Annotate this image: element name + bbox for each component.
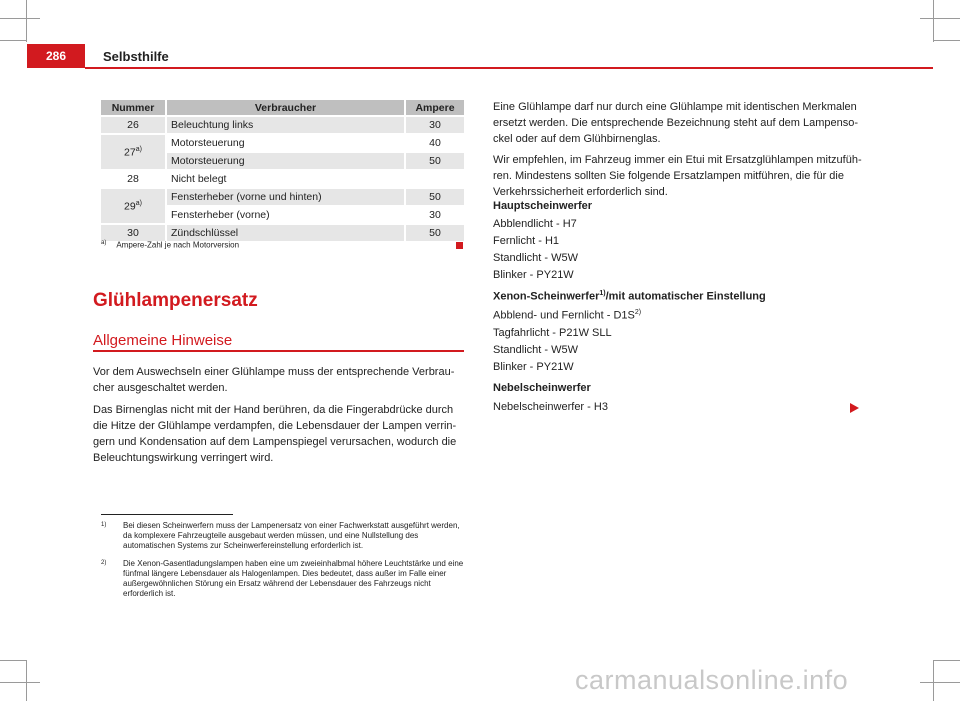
cell-verbraucher: Fensterheber (vorne und hinten) <box>167 187 406 205</box>
table-footnote <box>101 240 239 250</box>
table-row <box>101 169 464 187</box>
table-row <box>101 133 464 151</box>
cell-verbraucher: Fensterheber (vorne) <box>167 205 406 223</box>
end-of-section-marker <box>456 242 463 249</box>
crop-mark <box>934 660 960 661</box>
cell-nummer: 28 <box>101 169 167 187</box>
paragraph: Eine Glühlampe darf nur durch eine Glühlampe mit identischen Merkmalen ersetzt werden. Die entsprechende Bezeichnung steht auf dem Lampensockel oder auf dem Glühbirnenglas. <box>493 101 859 145</box>
footnote-ref: 1) <box>599 290 606 297</box>
footnote-text: Die Xenon-Gasentladungslampen haben eine um zweieinhalbmal höhere Leuchtstärke und eine fünfmal längere Lebensdauer als Halogenlampen. Dies bedeutet, dass außer im Falle einer außergewöhnlichen Störung ein Ersatz während der Lebensdauer des Fahrzeugs nicht erforderlich ist. <box>123 559 464 598</box>
continue-arrow-icon <box>850 403 859 413</box>
cell-verbraucher: Zündschlüssel <box>167 223 406 241</box>
footnote-ref: 2) <box>634 309 642 316</box>
crop-mark <box>920 682 960 683</box>
lamp-item: Abblendlicht - H7 <box>493 218 577 230</box>
crop-mark <box>0 682 40 683</box>
cell-ampere: 40 <box>406 133 464 151</box>
watermark: carmanualsonline.info <box>575 665 849 695</box>
table-row <box>101 115 464 133</box>
column-header-verbraucher: Verbraucher <box>167 100 406 115</box>
footnote <box>101 521 466 551</box>
lamp-item: Blinker - PY21W <box>493 361 574 373</box>
cell-nummer <box>101 133 167 169</box>
subheading-hauptscheinwerfer: Hauptscheinwerfer <box>493 200 593 212</box>
cell-nummer <box>101 187 167 223</box>
crop-mark <box>933 660 934 701</box>
section-subtitle: Allgemeine Hinweise <box>93 332 233 349</box>
crop-mark <box>26 660 27 701</box>
footnote-text: Bei diesen Scheinwerfern muss der Lampenersatz von einer Fachwerkstatt ausgeführt werden, da komplexere Fahrzeugteile ausgebaut werden müssen, und eine Nullstellung des automatischen Systems zur Scheinwerfereinstellung erforderlich ist. <box>123 521 460 550</box>
cell-ampere: 50 <box>406 151 464 169</box>
page-number: 286 <box>27 44 85 68</box>
crop-mark <box>0 660 26 661</box>
crop-mark <box>26 0 27 42</box>
cell-ampere: 50 <box>406 187 464 205</box>
section-title: Glühlampenersatz <box>93 290 258 311</box>
lamp-item: Tagfahrlicht - P21W SLL <box>493 327 612 339</box>
lamp-item: Fernlicht - H1 <box>493 235 560 247</box>
cell-verbraucher: Motorsteuerung <box>167 133 406 151</box>
crop-mark <box>920 18 960 19</box>
footnote-mark: a) <box>135 199 142 207</box>
crop-mark <box>0 40 26 41</box>
subtitle-rule <box>93 350 464 352</box>
footnote-rule <box>101 514 233 515</box>
table-footnote-mark: a) <box>101 240 107 246</box>
cell-nummer: 26 <box>101 115 167 133</box>
subheading-nebelscheinwerfer: Nebelscheinwerfer <box>493 382 591 394</box>
table-footnote-text: Ampere-Zahl je nach Motorversion <box>116 240 240 250</box>
lamp-item: Nebelscheinwerfer - H3 <box>493 401 608 413</box>
subheading-xenon <box>493 290 766 303</box>
table-header-row <box>101 100 464 115</box>
paragraph: Vor dem Auswechseln einer Glühlampe muss der entsprechende Verbraucher ausgeschaltet werden. <box>93 366 455 394</box>
paragraph: Das Birnenglas nicht mit der Hand berühren, da die Fingerabdrücke durch die Hitze der Glühlampe verdampfen, die Lebensdauer der Lampen verringern und Kondensation auf dem Lampenspiegel verursachen, wodurch die Beleuchtungswirkung verringert wird. <box>93 404 457 464</box>
column-header-nummer: Nummer <box>101 100 167 115</box>
crop-mark <box>934 40 960 41</box>
chapter-title: Selbsthilfe <box>103 49 169 64</box>
lamp-item: Standlicht - W5W <box>493 344 578 356</box>
column-header-ampere: Ampere <box>406 100 464 115</box>
cell-nummer-value: 27 <box>124 146 136 159</box>
xenon-heading-text: Xenon-Scheinwerfer <box>493 290 600 303</box>
paragraph: Wir empfehlen, im Fahrzeug immer ein Etui mit Ersatzglühlampen mitzuführen. Mindestens sollten Sie folgende Ersatzlampen mitführen, die für die Verkehrssicherheit erforderlich sind. <box>493 154 862 198</box>
lamp-item-text: Abblend- und Fernlicht - D1S <box>493 309 635 322</box>
footnote-mark: a) <box>135 145 142 153</box>
cell-verbraucher: Motorsteuerung <box>167 151 406 169</box>
cell-nummer: 30 <box>101 223 167 241</box>
cell-verbraucher: Beleuchtung links <box>167 115 406 133</box>
footnote <box>101 559 466 599</box>
lamp-item: Blinker - PY21W <box>493 269 574 281</box>
cell-ampere: 30 <box>406 115 464 133</box>
cell-nummer-value: 29 <box>124 200 136 213</box>
crop-mark <box>0 18 40 19</box>
fuse-table <box>101 100 464 241</box>
lamp-item: Standlicht - W5W <box>493 252 578 264</box>
lamp-item <box>493 309 641 322</box>
table-row <box>101 223 464 241</box>
cell-ampere: 50 <box>406 223 464 241</box>
cell-ampere: 30 <box>406 205 464 223</box>
cell-verbraucher: Nicht belegt <box>167 169 406 187</box>
header-rule <box>85 67 933 69</box>
crop-mark <box>933 0 934 42</box>
cell-ampere <box>406 169 464 187</box>
table-row <box>101 187 464 205</box>
footnote-mark: 1) <box>101 522 107 528</box>
footnote-mark: 2) <box>101 560 107 566</box>
xenon-heading-suffix: /mit automatischer Einstellung <box>605 290 766 303</box>
